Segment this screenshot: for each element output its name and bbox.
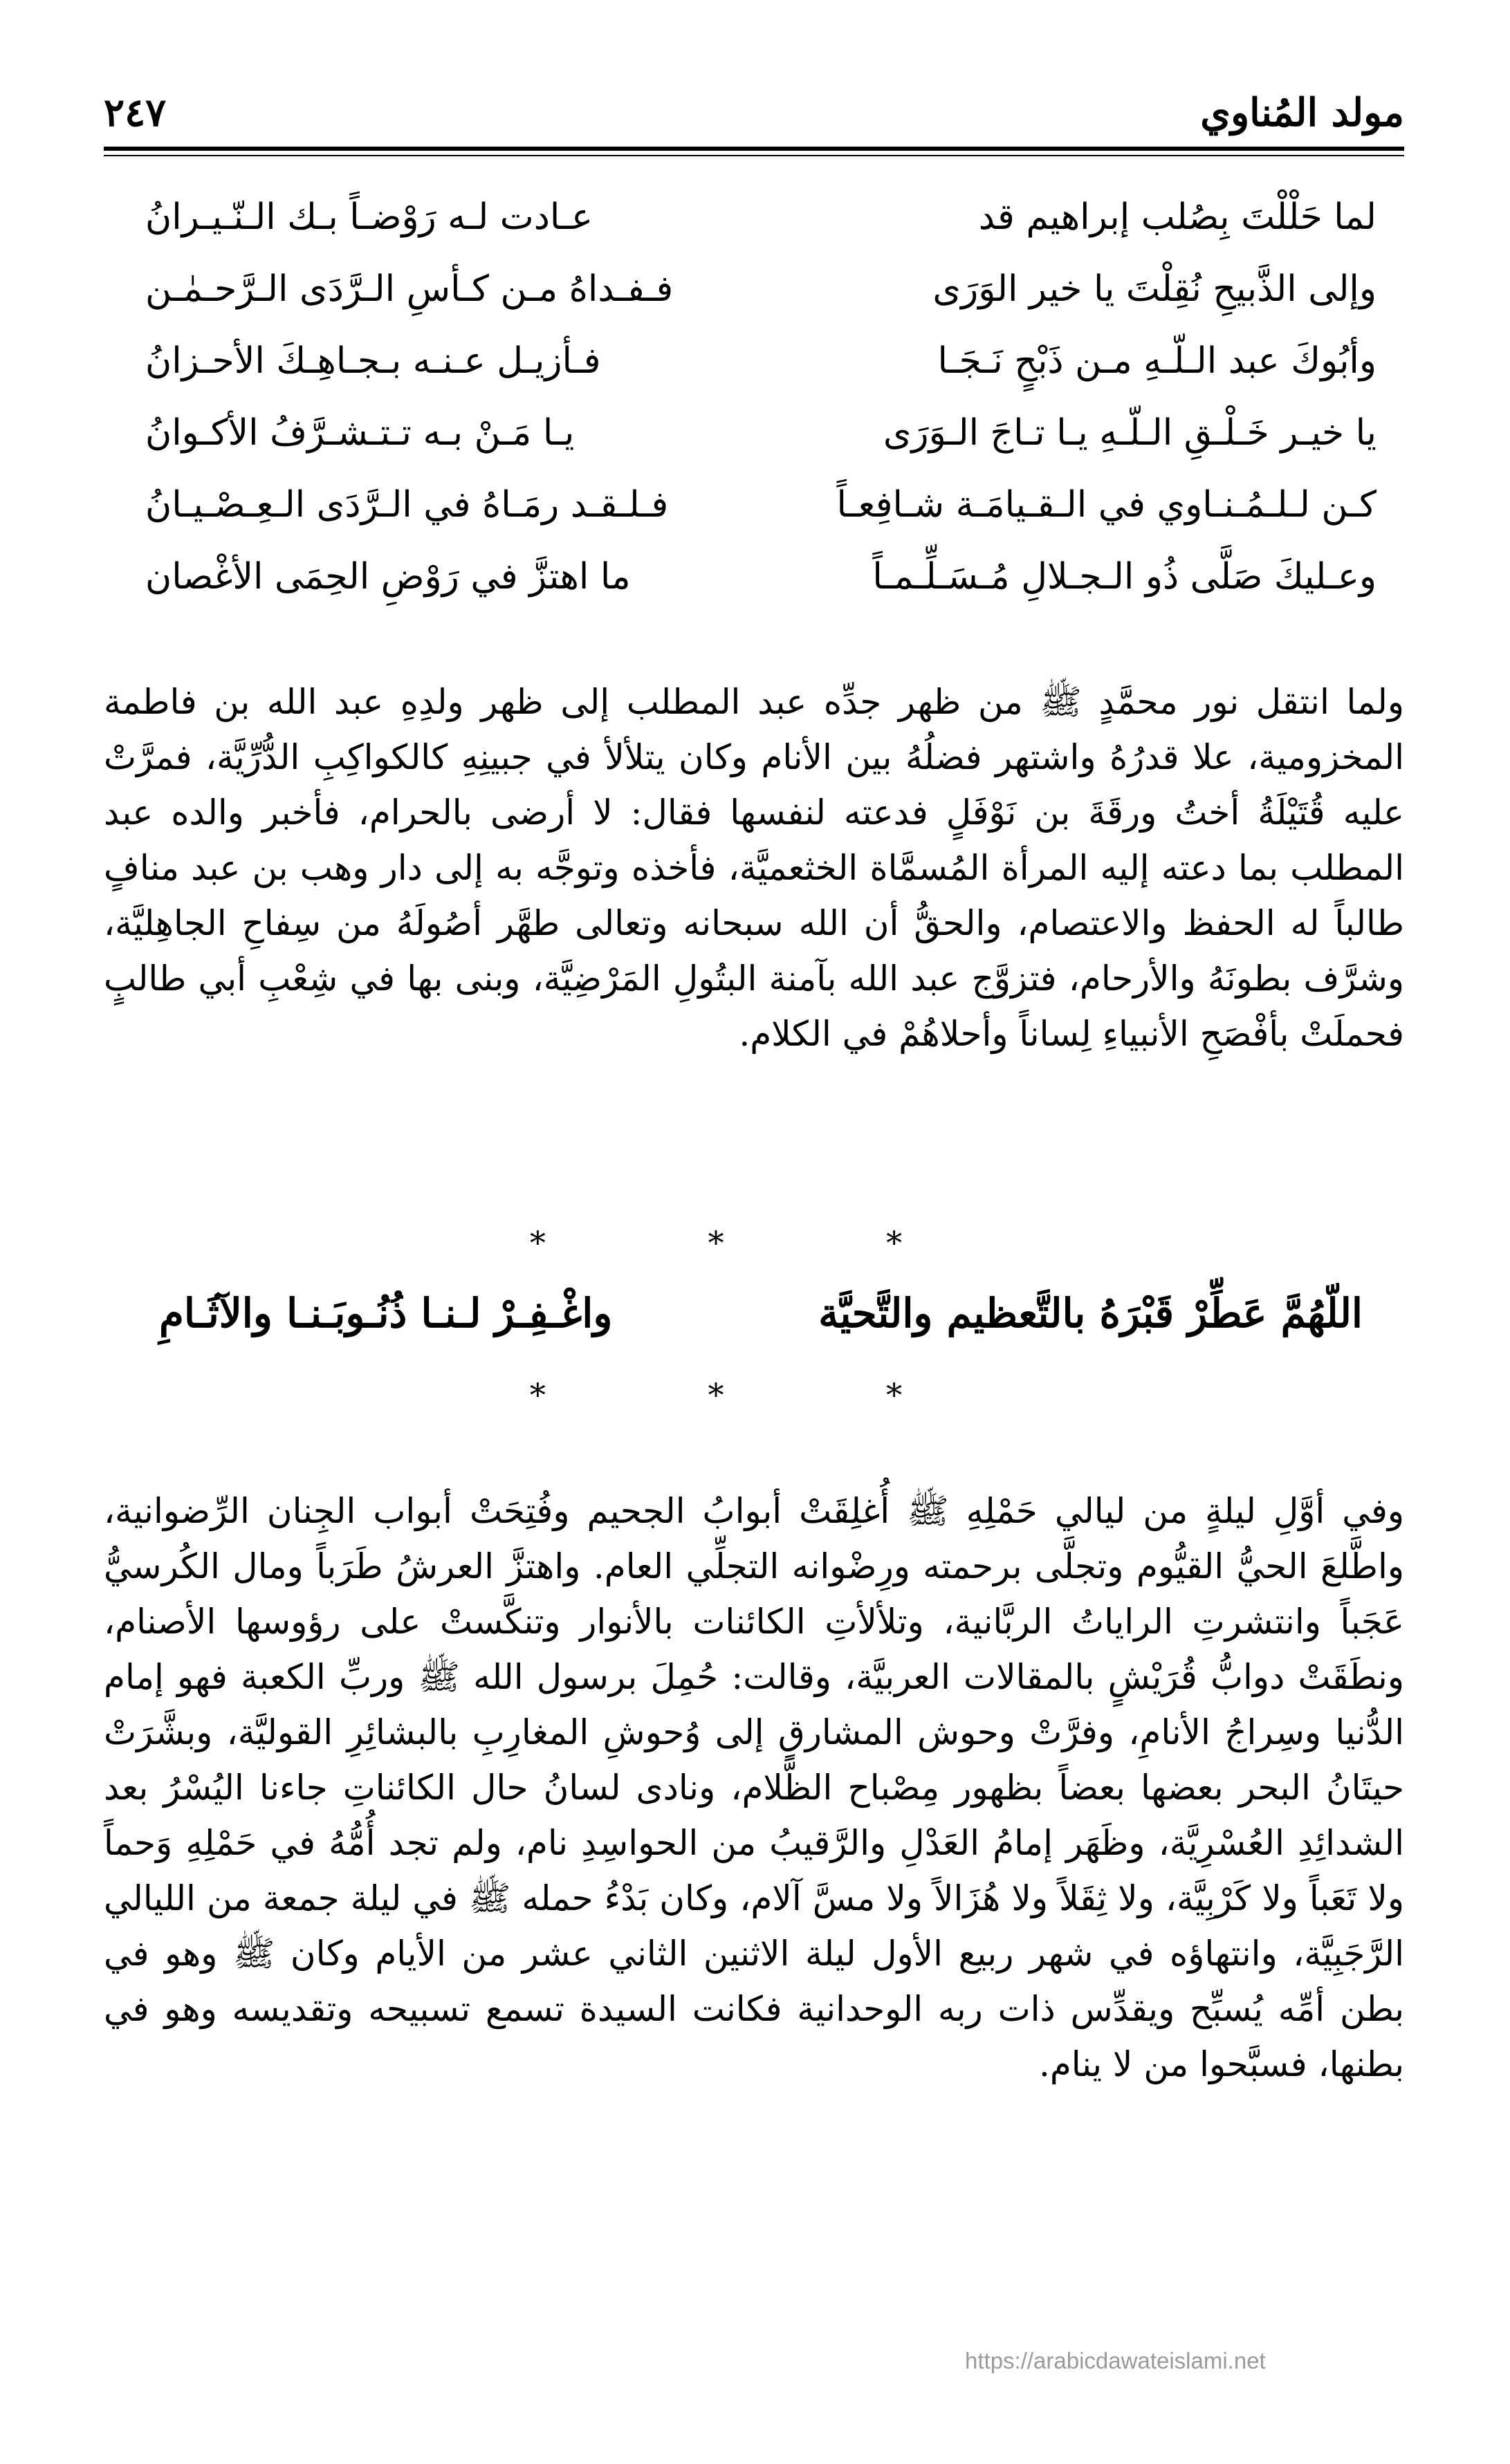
verse-first-hemistich: كـن لـلـمُـنـاوي في الـقـيامَـة شـافِعـاً xyxy=(836,483,1377,526)
invocation-second-half: واغْـفِـرْ لـنـا ذُنُـوبَـنـا والآثَـامِ xyxy=(159,1290,613,1337)
poem-verse xyxy=(145,469,1377,541)
stars-divider-top: * * * xyxy=(529,1224,979,1261)
poem-verse xyxy=(145,253,1377,325)
paragraph-first-night: وفي أوَّلِ ليلةٍ من ليالي حَمْلِهِ ﷺ أُغلِقَتْ أبوابُ الجحيم وفُتِحَتْ أبواب الجِنان الرِّضوانية، واطَّلعَ الحيُّ القيُّوم وتجلَّى برحمته ورِضْوانه التجلِّي العام. واهتزَّ العرشُ طَرَباً ومال الكُرسيُّ عَجَباً وانتشرتِ الراياتُ الربَّانية، وتلألأتِ الكائنات بالأنوار وتنكَّستْ على رؤوسها الأصنام، ونطَقَتْ دوابُّ قُرَيْشٍ بالمقالات العربيَّة، وقالت: حُمِلَ برسول الله ﷺ وربِّ الكعبة فهو إمام الدُّنيا وسِراجُ الأنامِ، وفرَّتْ وحوش المشارقِ إلى وُحوشِ المغارِبِ بالبشائِرِ القوليَّة، وبشَّرَتْ حيتَانُ البحر بعضها بعضاً بظهور مِصْباح الظَّلام، ونادى لسانُ حال الكائناتِ جاءنا اليُسْرُ بعد الشدائِدِ العُسْرِيَّة، وظَهَر إمامُ العَدْلِ والرَّقيبُ من الحواسِدِ نام، ولم تجد أُمُّهُ في حَمْلِهِ وَحماً ولا تَعَباً ولا كَرْبِيَّة، ولا ثِقَلاً ولا هُزَالاً ولا مسَّ آلام، وكان بَدْءُ حمله ﷺ في ليلة جمعة من الليالي الرَّجَبِيَّة، وانتهاؤه في شهر ربيع الأول ليلة الاثنين الثاني عشر من الأيام وكان ﷺ وهو في بطن أمِّه يُسبِّح ويقدِّس ذات ربه الوحدانية فكانت السيدة تسمع تسبيحه وتقديسه وهو في بطنها، فسبَّحوا من لا ينام. xyxy=(104,1491,1404,2084)
watermark-url: https://arabicdawateislami.net xyxy=(965,2348,1266,2373)
verse-second-hemistich: ما اهتزَّ في رَوْضِ الحِمَى الأغْصان xyxy=(145,555,631,598)
poem-verse xyxy=(145,397,1377,469)
poem-verse xyxy=(145,181,1377,253)
header-rule-thin xyxy=(104,155,1404,156)
invocation-first-half: اللّهُمَّ عَطِّرْ قَبْرَهُ بالتَّعظيم والتَّحيَّة xyxy=(818,1290,1363,1337)
running-title: مولد المُناوي xyxy=(1200,90,1404,136)
page-number: ٢٤٧ xyxy=(104,90,167,136)
invocation xyxy=(159,1290,1363,1337)
verse-second-hemistich: عـادت لـه رَوْضـاً بـك الـنّـيـرانُ xyxy=(145,196,593,238)
verse-first-hemistich: يا خيـر خَـلْـقِ الـلّـهِ يـا تـاجَ الـوَرَى xyxy=(883,411,1377,454)
header-rule-thick xyxy=(104,147,1404,151)
verse-second-hemistich: فـأزيـل عـنـه بـجـاهِـكَ الأحـزانُ xyxy=(145,340,601,382)
verse-first-hemistich: لما حَلْلْتَ بِصُلب إبراهيم قد xyxy=(978,196,1377,238)
verse-first-hemistich: وإلى الذَّبيحِ نُقِلْتَ يا خير الوَرَى xyxy=(932,268,1377,310)
verse-second-hemistich: فـلـقـد رمَـاهُ في الـرَّدَى الـعِـصْـيـانُ xyxy=(145,483,669,526)
verse-first-hemistich: وأبُوكَ عبد الـلّـهِ مـن ذَبْحٍ نَـجَـا xyxy=(937,340,1377,382)
poem-verse xyxy=(145,325,1377,397)
stars-divider-bottom: * * * xyxy=(529,1376,979,1414)
poem xyxy=(145,181,1377,613)
poem-verse xyxy=(145,541,1377,613)
verse-first-hemistich: وعـليكَ صَلَّى ذُو الـجـلالِ مُـسَـلِّـمـاً xyxy=(872,555,1377,598)
paragraph-transfer-of-light: ولما انتقل نور محمَّدٍ ﷺ من ظهر جدِّه عبد المطلب إلى ظهر ولدِهِ عبد الله بن فاطمة المخزومية، علا قدرُهُ واشتهر فضلُهُ بين الأنام وكان يتلألأ في جبينِهِ كالكواكِبِ الدُّرِّيَّة، فمرَّتْ عليه قُتَيْلَةُ أختُ ورقَةَ بن نَوْفَلٍ فدعته لنفسها فقال: لا أرضى بالحرام، فأخبر والده عبد المطلب بما دعته إليه المرأة المُسمَّاة الخثعميَّة، فأخذه وتوجَّه به إلى دار وهب بن عبد منافٍ طالباً له الحفظ والاعتصام، والحقُّ أن الله سبحانه وتعالى طهَّر أصُولَهُ من سِفاحِ الجاهِليَّة، وشرَّف بطونَهُ والأرحام، فتزوَّج عبد الله بآمنة البتُولِ المَرْضِيَّة، وبنى بها في شِعْبِ أبي طالبٍ فحملَتْ بأفْصَحِ الأنبياءِ لِساناً وأحلاهُمْ في الكلام. xyxy=(104,682,1404,1054)
verse-second-hemistich: يـا مَـنْ بـه تـتـشـرَّفُ الأكـوانُ xyxy=(145,411,575,454)
verse-second-hemistich: فـفـداهُ مـن كـأسِ الـرَّدَى الـرَّحـمٰـن xyxy=(145,268,674,310)
